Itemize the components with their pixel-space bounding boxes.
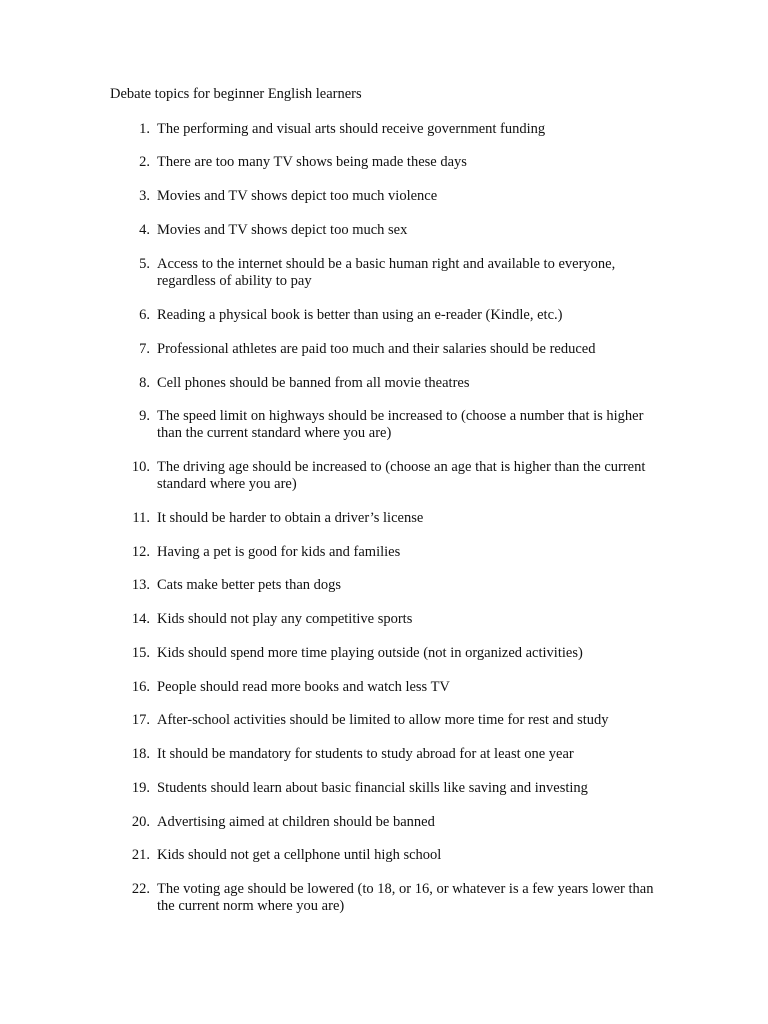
topic-number: 19. xyxy=(131,780,150,796)
topic-number: 1. xyxy=(139,121,150,137)
topic-number: 15. xyxy=(131,645,150,661)
topic-text: After-school activities should be limited to allow more time for rest and study xyxy=(157,712,609,728)
topic-number: 22. xyxy=(131,881,150,897)
topic-text: Kids should not get a cellphone until high school xyxy=(157,847,442,863)
topic-number: 4. xyxy=(139,222,150,238)
topic-text: Kids should not play any competitive sports xyxy=(157,611,413,627)
topic-text: Advertising aimed at children should be banned xyxy=(157,814,435,830)
topic-number: 20. xyxy=(131,814,150,830)
topic-number: 13. xyxy=(131,577,150,593)
topic-text: The driving age should be increased to (choose an age that is higher than the current standard where you are) xyxy=(157,459,646,492)
topic-number: 9. xyxy=(139,408,150,424)
topic-text: Kids should spend more time playing outside (not in organized activities) xyxy=(157,645,583,661)
topic-text: People should read more books and watch less TV xyxy=(157,679,450,695)
topic-text: Reading a physical book is better than using an e-reader (Kindle, etc.) xyxy=(157,307,563,323)
topic-text: There are too many TV shows being made these days xyxy=(157,154,467,170)
topic-number: 5. xyxy=(139,256,150,272)
topic-number: 18. xyxy=(131,746,150,762)
topic-number: 16. xyxy=(131,679,150,695)
topic-text: The speed limit on highways should be increased to (choose a number that is higher than the current standard where you are) xyxy=(157,408,644,441)
topic-text: Movies and TV shows depict too much violence xyxy=(157,188,438,204)
topic-text: Having a pet is good for kids and families xyxy=(157,544,401,560)
topic-number: 17. xyxy=(131,712,150,728)
topic-text: The performing and visual arts should receive government funding xyxy=(157,121,546,137)
topic-number: 21. xyxy=(131,847,150,863)
topic-number: 10. xyxy=(131,459,150,475)
topic-text: Students should learn about basic financial skills like saving and investing xyxy=(157,780,588,796)
topic-number: 7. xyxy=(139,341,150,357)
document-title: Debate topics for beginner English learners xyxy=(110,86,362,102)
topic-text: Professional athletes are paid too much and their salaries should be reduced xyxy=(157,341,596,357)
topic-text: It should be mandatory for students to study abroad for at least one year xyxy=(157,746,574,762)
topic-text: Cell phones should be banned from all movie theatres xyxy=(157,375,470,391)
topic-text: It should be harder to obtain a driver’s license xyxy=(157,510,424,526)
topic-number: 12. xyxy=(131,544,150,560)
topic-text: Access to the internet should be a basic human right and available to everyone, regardless of ability to pay xyxy=(157,256,616,289)
topic-text: The voting age should be lowered (to 18, or 16, or whatever is a few years lower than the current norm where you are) xyxy=(157,881,654,914)
topic-number: 3. xyxy=(139,188,150,204)
topic-text: Movies and TV shows depict too much sex xyxy=(157,222,408,238)
topic-number: 2. xyxy=(139,154,150,170)
topic-number: 6. xyxy=(139,307,150,323)
topic-number: 14. xyxy=(131,611,150,627)
topic-text: Cats make better pets than dogs xyxy=(157,577,342,593)
topic-number: 8. xyxy=(139,375,150,391)
topic-number: 11. xyxy=(132,510,150,526)
